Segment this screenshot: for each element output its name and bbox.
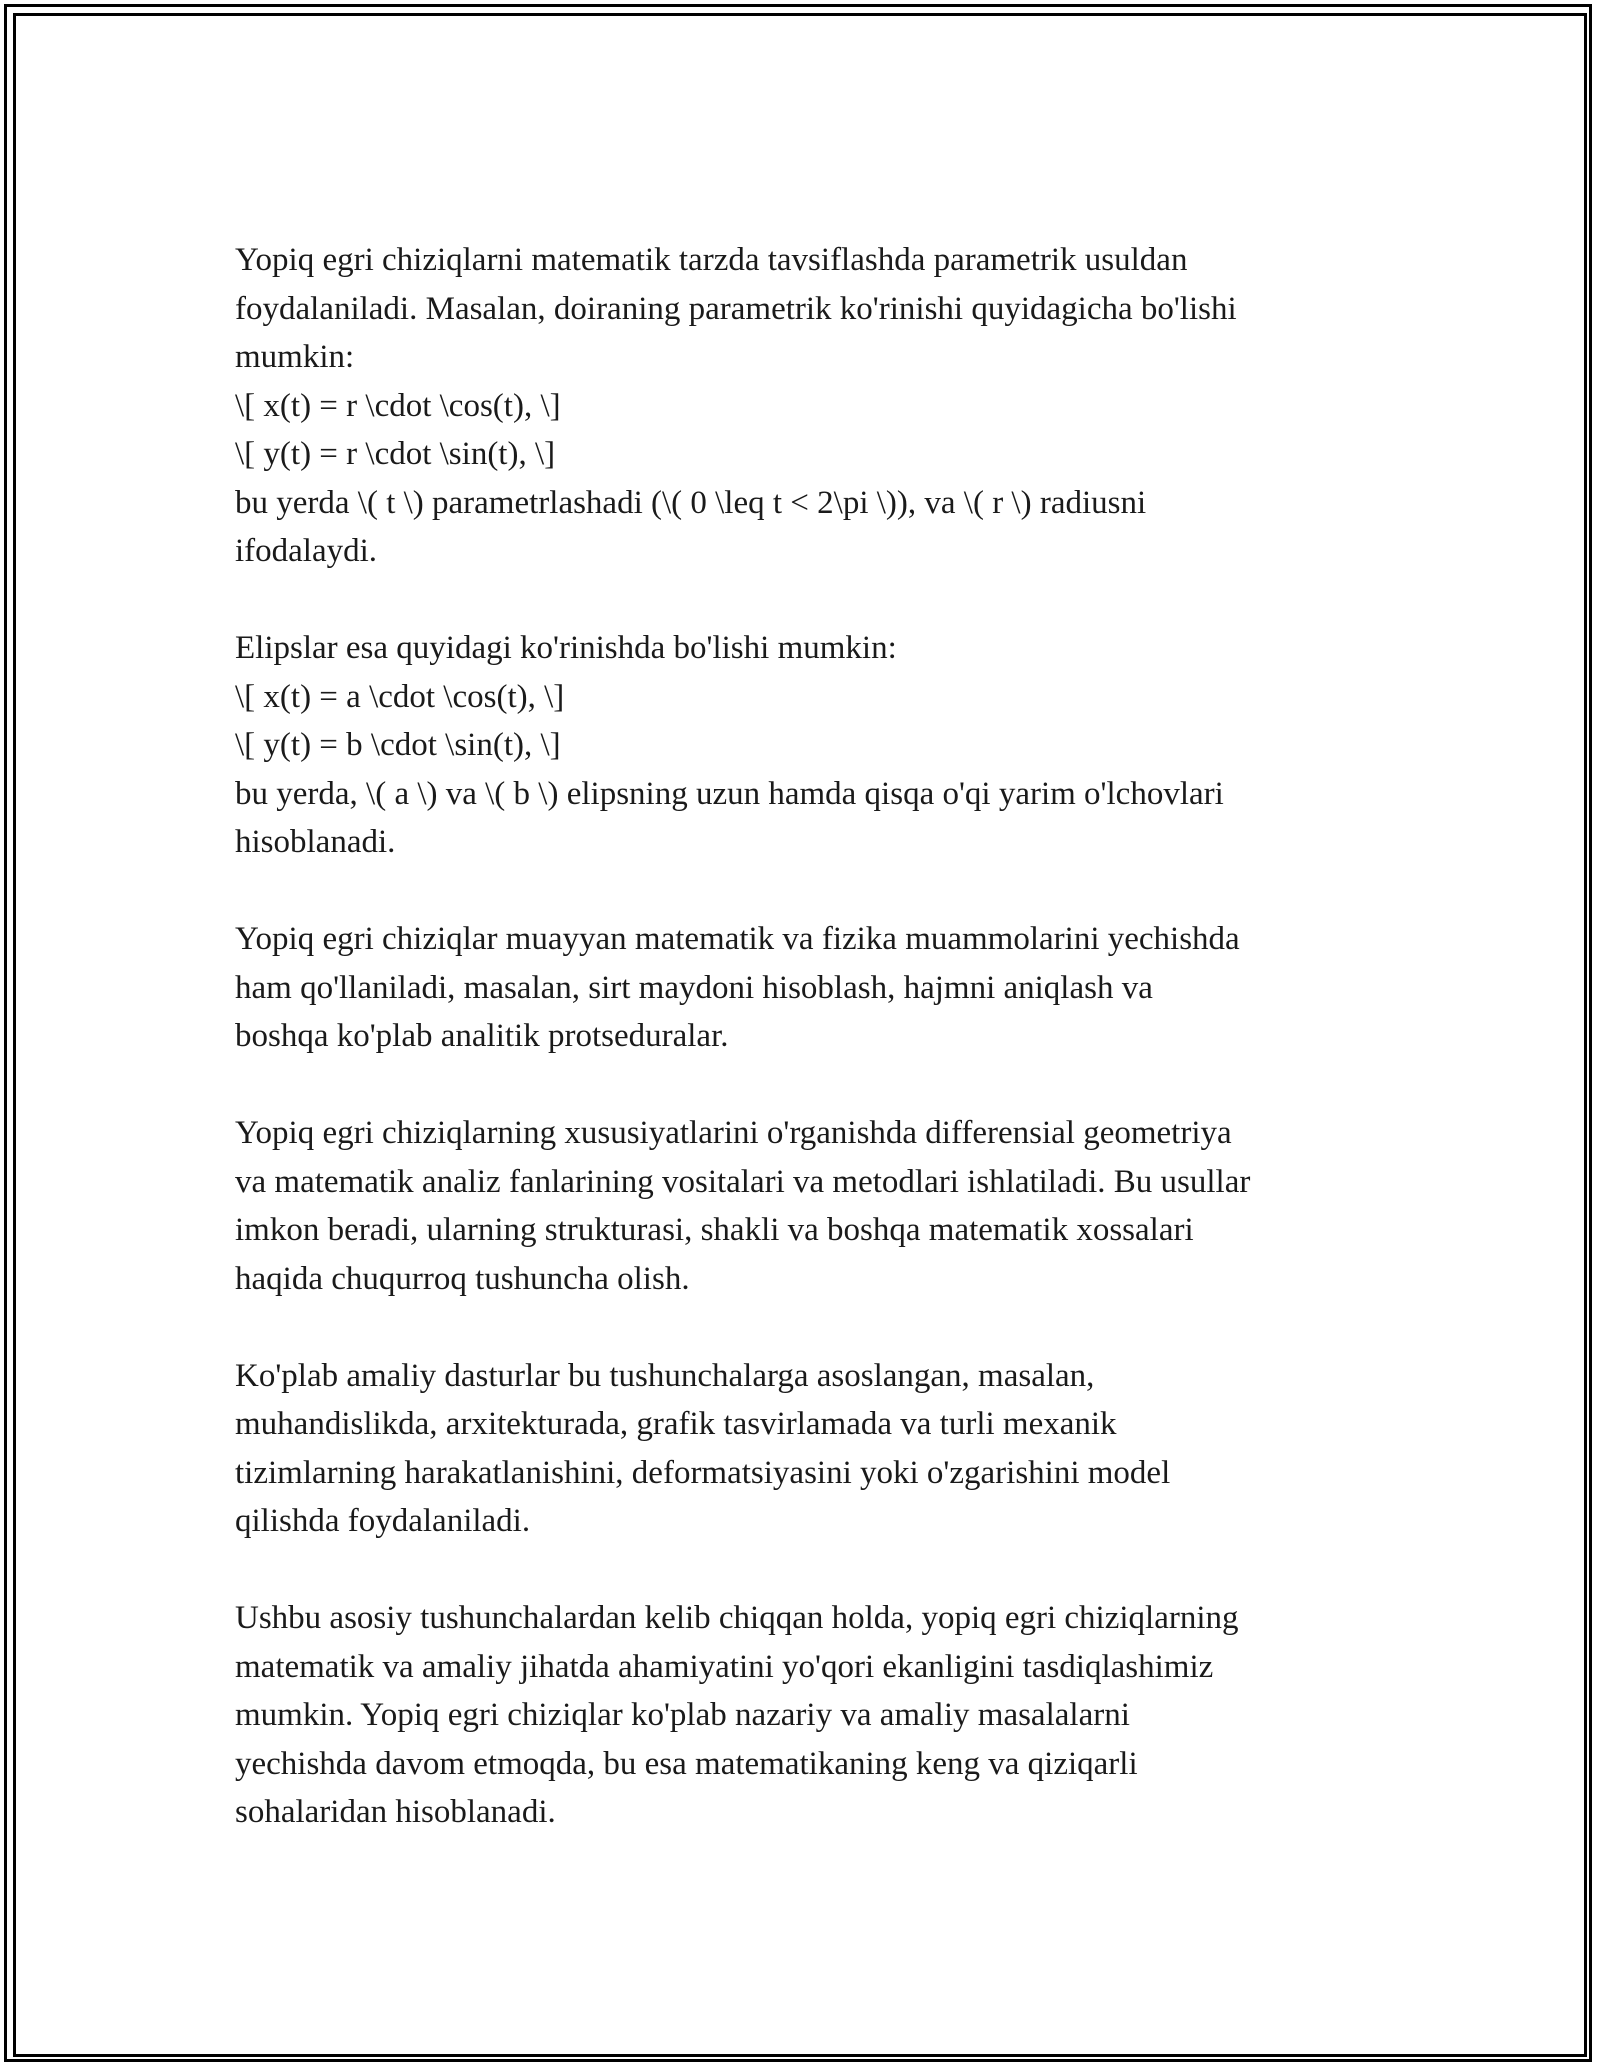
text-line: matematik va amaliy jihatda ahamiyatini yo'qori ekanligini tasdiqlashimiz [235,1648,1214,1685]
formula-line: \[ x(t) = r \cdot \cos(t), \] [235,387,561,424]
formula-line: \[ x(t) = a \cdot \cos(t), \] [235,678,565,715]
paragraph-practical-programs [235,1352,1375,1546]
text-line: yechishda davom etmoqda, bu esa matematikaning keng va qiziqarli [235,1745,1138,1782]
text-line: hisoblanadi. [235,824,396,860]
text-line: ham qo'llaniladi, masalan, sirt maydoni hisoblash, hajmni aniqlash va [235,969,1153,1006]
formula-line: \[ y(t) = b \cdot \sin(t), \] [235,727,561,763]
text-line: tizimlarning harakatlanishini, deformatsiyasini yoki o'zgarishini model [235,1454,1171,1491]
text-line: imkon beradi, ularning strukturasi, shakli va boshqa matematik xossalari [235,1212,1194,1248]
document-body [235,236,1375,1885]
paragraph-applications [235,915,1375,1061]
text-line: ifodalaydi. [235,533,378,569]
text-line: bu yerda, \( a \) va \( b \) elipsning uzun hamda qisqa o'qi yarim o'lchovlari [235,775,1224,812]
text-line: bu yerda \( t \) parametrlashadi (\( 0 \leq t < 2\pi \)), va \( r \) radiusni [235,484,1147,521]
formula-line: \[ y(t) = r \cdot \sin(t), \] [235,436,556,472]
paragraph-parametric-circle [235,236,1375,576]
text-line: Elipslar esa quyidagi ko'rinishda bo'lishi mumkin: [235,630,897,666]
paragraph-ellipse [235,624,1375,867]
text-line: Yopiq egri chiziqlarni matematik tarzda tavsiflashda parametrik usuldan [235,242,1188,278]
text-line: mumkin. Yopiq egri chiziqlar ko'plab nazariy va amaliy masalalarni [235,1697,1130,1733]
text-line: foydalaniladi. Masalan, doiraning parametrik ko'rinishi quyidagicha bo'lishi [235,290,1237,327]
paragraph-differential-geometry [235,1109,1375,1303]
text-line: haqida chuqurroq tushuncha olish. [235,1260,690,1297]
text-line: boshqa ko'plab analitik protseduralar. [235,1018,729,1054]
text-line: va matematik analiz fanlarining vositalari va metodlari ishlatiladi. Bu usullar [235,1163,1251,1200]
text-line: Yopiq egri chiziqlarning xususiyatlarini o'rganishda differensial geometriya [235,1115,1232,1151]
text-line: Ushbu asosiy tushunchalardan kelib chiqqan holda, yopiq egri chiziqlarning [235,1600,1239,1636]
text-line: mumkin: [235,339,355,375]
text-line: Yopiq egri chiziqlar muayyan matematik va fizika muammolarini yechishda [235,921,1240,957]
text-line: sohalaridan hisoblanadi. [235,1794,556,1830]
text-line: qilishda foydalaniladi. [235,1503,531,1539]
paragraph-conclusion [235,1594,1375,1837]
text-line: Ko'plab amaliy dasturlar bu tushunchalarga asoslangan, masalan, [235,1357,1095,1394]
text-line: muhandislikda, arxitekturada, grafik tasvirlamada va turli mexanik [235,1406,1117,1442]
